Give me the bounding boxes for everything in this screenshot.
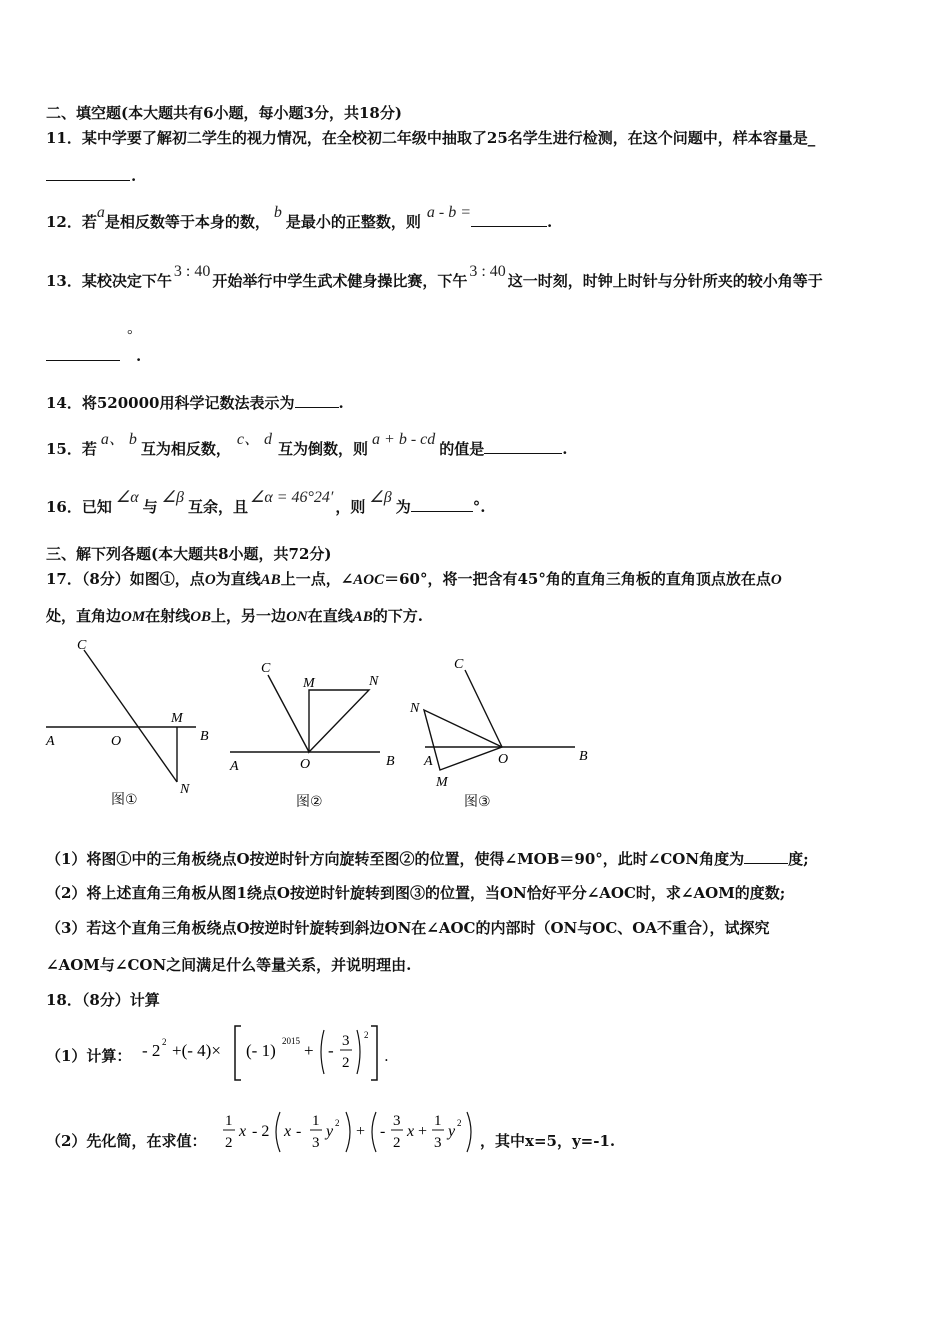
q18-sub1-label: （1）计算： <box>46 1047 132 1065</box>
question-16-part2: 与 <box>142 498 158 516</box>
question-15-part3: 互为倒数，则 <box>278 440 369 458</box>
q17-on: ON <box>286 609 308 625</box>
question-12-part2: 是相反数等于本身的数， <box>104 213 270 231</box>
section2-title: 二、填空题(本大题共有6小题，每小题3分，共18分) <box>46 104 402 122</box>
q18-f1-plus: + <box>304 1041 314 1060</box>
q18-f2-plus: + <box>356 1123 366 1140</box>
q18-f2-exp1: 2 <box>335 1118 340 1128</box>
q18-f2-x2: x <box>284 1123 292 1140</box>
section3-title: 三、解下列各题(本大题共8小题，共72分) <box>46 545 332 563</box>
fig1-label-c: C <box>77 638 87 653</box>
q18-f1-left-bracket <box>235 1026 241 1080</box>
q18-f2-exp2: 2 <box>457 1118 462 1128</box>
question-16-tail: °. <box>472 498 486 516</box>
q17-line1-b: 为直线 <box>215 570 261 588</box>
fig3-label-c: C <box>454 657 464 672</box>
fig3-ray-oc <box>465 670 502 747</box>
question-15-part4: 的值是 <box>439 440 485 458</box>
q18-f2-y1: y <box>326 1123 334 1140</box>
q18-f2-num1: 1 <box>225 1113 233 1129</box>
q18-f2-den3b: 3 <box>434 1135 442 1151</box>
question-15-var-ab: a、 b <box>100 431 137 448</box>
question-12-tail: . <box>547 213 553 231</box>
fig3-label-m: M <box>436 775 448 790</box>
question-11-tail: . <box>131 167 137 185</box>
fig3-label-b: B <box>579 749 588 764</box>
fig3-label-n: N <box>410 701 420 716</box>
fig1-label-m: M <box>171 711 183 726</box>
question-15-tail: . <box>562 440 568 458</box>
fig1-line-c-n <box>84 650 177 782</box>
q17-line1-a: 17．（8分）如图①，点 <box>46 570 205 588</box>
question-13-tail: . <box>136 347 142 365</box>
question-13-degree: ° <box>127 328 133 343</box>
question-13 <box>46 263 823 292</box>
q18-f1-minus: - <box>328 1041 334 1060</box>
question-13-time2: 3 : 40 <box>469 263 506 280</box>
q17-ab-2: AB <box>352 609 373 625</box>
q17-angle-aoc: AOC <box>353 572 385 588</box>
q18-f2-x1: x <box>239 1123 247 1140</box>
question-13-time1: 3 : 40 <box>173 263 211 280</box>
question-15-part2: 互为相反数， <box>140 440 231 458</box>
question-15-answer-blank[interactable] <box>484 439 562 454</box>
q17-sub1 <box>46 849 809 869</box>
q17-sub1-text: （1）将图①中的三角板绕点O按逆时针方向旋转至图②的位置，使得∠MOB＝90°，此时∠CON角度为 <box>46 850 745 868</box>
question-12-part1: 12．若 <box>46 213 97 231</box>
question-16-given: ∠α = 46°24′ <box>249 489 334 506</box>
fig2-label-o: O <box>300 757 311 772</box>
fig2-label-b: B <box>386 754 395 769</box>
question-16-part3: 互余，且 <box>187 498 248 516</box>
q18-sub1-expr-text: - 2² + (- 4) × [ (- 1)²⁰¹⁵ + (- 3/2)² ] <box>138 1019 152 1020</box>
q17-om: OM <box>121 609 146 625</box>
q18-f2-num3: 3 <box>393 1113 401 1129</box>
question-12-answer-blank[interactable] <box>471 212 547 227</box>
question-12 <box>46 204 553 233</box>
q17-sub2: （2）将上述直角三角板从图1绕点O按逆时针旋转到图③的位置，当ON恰好平分∠AOC时，求∠AOM的度数; <box>46 884 786 902</box>
question-11 <box>46 128 815 148</box>
q18-sub2-tail: ，其中x=5，y=-1. <box>480 1132 616 1150</box>
question-13-answer-blank[interactable] <box>46 360 120 361</box>
q17-sub3-line2: ∠AOM与∠CON之间满足什么等量关系，并说明理由. <box>46 956 412 974</box>
question-12-expression: a - b = <box>426 204 472 221</box>
fig2-label-a: A <box>230 759 239 774</box>
question-14-tail: . <box>338 394 344 412</box>
q18-f2-lparen2 <box>372 1112 376 1152</box>
question-12-var-b: b <box>273 204 282 221</box>
question-16-part1: 16．已知 <box>46 498 112 516</box>
question-14-answer-blank[interactable] <box>295 393 339 408</box>
q17-line2-e: 的下方. <box>372 607 423 625</box>
q18-f1-num-3: 3 <box>342 1033 350 1049</box>
question-16-part4: ，则 <box>335 498 366 516</box>
question-17-line1 <box>46 569 782 590</box>
q18-f1-neg1: (- 1) <box>246 1041 276 1060</box>
q18-f2-den2: 2 <box>225 1135 233 1151</box>
q17-line2-c: 上，另一边 <box>211 607 287 625</box>
q18-f2-x3: x <box>407 1123 415 1140</box>
q17-sub3-line1: （3）若这个直角三角板绕点O按逆时针旋转到斜边ON在∠AOC的内部时（ON与OC、OA不重合），试探究 <box>46 919 770 937</box>
fig2-label-c: C <box>261 661 271 676</box>
q18-sub1-formula <box>138 1018 398 1084</box>
q18-f2-y2: y <box>448 1123 456 1140</box>
q18-f1-right-bracket <box>371 1026 377 1080</box>
question-16-alpha: ∠α <box>115 489 139 506</box>
q18-f2-num1c: 1 <box>434 1113 442 1129</box>
fig1-label-o: O <box>111 734 122 749</box>
question-16-part5: 为 <box>395 498 411 516</box>
q18-f1-minus-two: - 2 <box>142 1041 161 1060</box>
q18-sub2-expr-text: 1/2 x - 2(x - 1/3 y²) + (- 3/2 x + 1/3 y²) <box>218 1107 234 1108</box>
question-14 <box>46 393 344 413</box>
question-12-var-a: a <box>96 204 105 221</box>
q18-f2-lparen1 <box>276 1112 280 1152</box>
question-11-text: 11．某中学要了解初二学生的视力情况，在全校初二年级中抽取了25名学生进行检测，在这个问题中，样本容量是_ <box>46 129 816 147</box>
fig3-label-a: A <box>424 754 433 769</box>
question-16-beta2: ∠β <box>369 489 392 506</box>
question-17-line2 <box>46 606 423 627</box>
q17-point-o: O <box>204 572 216 588</box>
q18-f2-rparen2 <box>467 1112 471 1152</box>
q18-f2-num1b: 1 <box>312 1113 320 1129</box>
question-16 <box>46 489 486 518</box>
question-13-part2: 开始举行中学生武术健身操比赛，下午 <box>212 272 468 290</box>
q18-f2-plus2: + <box>418 1123 428 1140</box>
q18-f2-minus2: - 2 <box>252 1123 270 1140</box>
fig3-caption: 图③ <box>464 794 491 810</box>
q18-f1-exp-2: 2 <box>162 1037 167 1047</box>
q18-f2-den2b: 2 <box>393 1135 401 1151</box>
question-11-answer-blank[interactable] <box>46 180 130 181</box>
q17-sub1-answer-blank[interactable] <box>744 849 788 864</box>
q18-f1-exp-2015: 2015 <box>282 1036 300 1046</box>
fig1-label-a: A <box>46 734 55 749</box>
q17-line2-b: 在射线 <box>145 607 191 625</box>
q18-sub1-tail: . <box>384 1047 389 1065</box>
q18-f1-exp-sq: 2 <box>364 1030 369 1040</box>
q18-sub2-label: （2）先化简，在求值： <box>46 1132 207 1150</box>
fig2-triangle <box>309 690 369 752</box>
question-16-beta: ∠β <box>161 489 184 506</box>
fig2-label-n: N <box>369 674 379 689</box>
question-15-var-cd: c、 d <box>236 431 273 448</box>
fig2-caption: 图② <box>296 794 323 810</box>
question-13-part1: 13．某校决定下午 <box>46 272 172 290</box>
fig3-triangle <box>424 710 502 770</box>
fig2-label-m: M <box>303 676 315 691</box>
q17-line-ab: AB <box>260 572 281 588</box>
question-15 <box>46 431 568 460</box>
q18-title: 18．（8分）计算 <box>46 991 160 1009</box>
q17-line1-d: ＝60°，将一把含有45°角的直角三角板的直角顶点放在点 <box>384 570 771 588</box>
q18-f2-minus: - <box>296 1123 302 1140</box>
q17-sub1-tail: 度; <box>788 850 809 868</box>
q17-line1-c: 上一点，∠ <box>280 570 354 588</box>
q18-f2-den3: 3 <box>312 1135 320 1151</box>
fig1-caption: 图① <box>111 792 138 808</box>
question-15-part1: 15．若 <box>46 440 97 458</box>
q17-line2-a: 处，直角边 <box>46 607 122 625</box>
question-16-answer-blank[interactable] <box>411 497 473 512</box>
q17-point-o-2: O <box>770 572 782 588</box>
q17-line2-d: 在直线 <box>307 607 353 625</box>
question-13-part3: 这一时刻，时钟上时针与分针所夹的较小角等于 <box>507 272 823 290</box>
q18-f2-rparen1 <box>346 1112 350 1152</box>
q18-f2-minus3: - <box>380 1123 386 1140</box>
q18-f1-den-2: 2 <box>342 1055 350 1071</box>
q18-f1-plus-neg4: +(- 4)× <box>172 1041 221 1060</box>
q17-ob: OB <box>190 609 212 625</box>
fig3-label-o: O <box>498 752 509 767</box>
fig1-label-b: B <box>200 729 209 744</box>
question-15-expression: a + b - cd <box>372 431 436 448</box>
question-12-part3: 是最小的正整数，则 <box>285 213 421 231</box>
question-14-text: 14．将520000用科学记数法表示为 <box>46 394 295 412</box>
q18-f1-right-paren <box>357 1030 360 1074</box>
q18-f1-left-paren <box>321 1030 324 1074</box>
q18-sub2-formula <box>218 1106 480 1166</box>
fig1-label-n: N <box>180 782 190 797</box>
